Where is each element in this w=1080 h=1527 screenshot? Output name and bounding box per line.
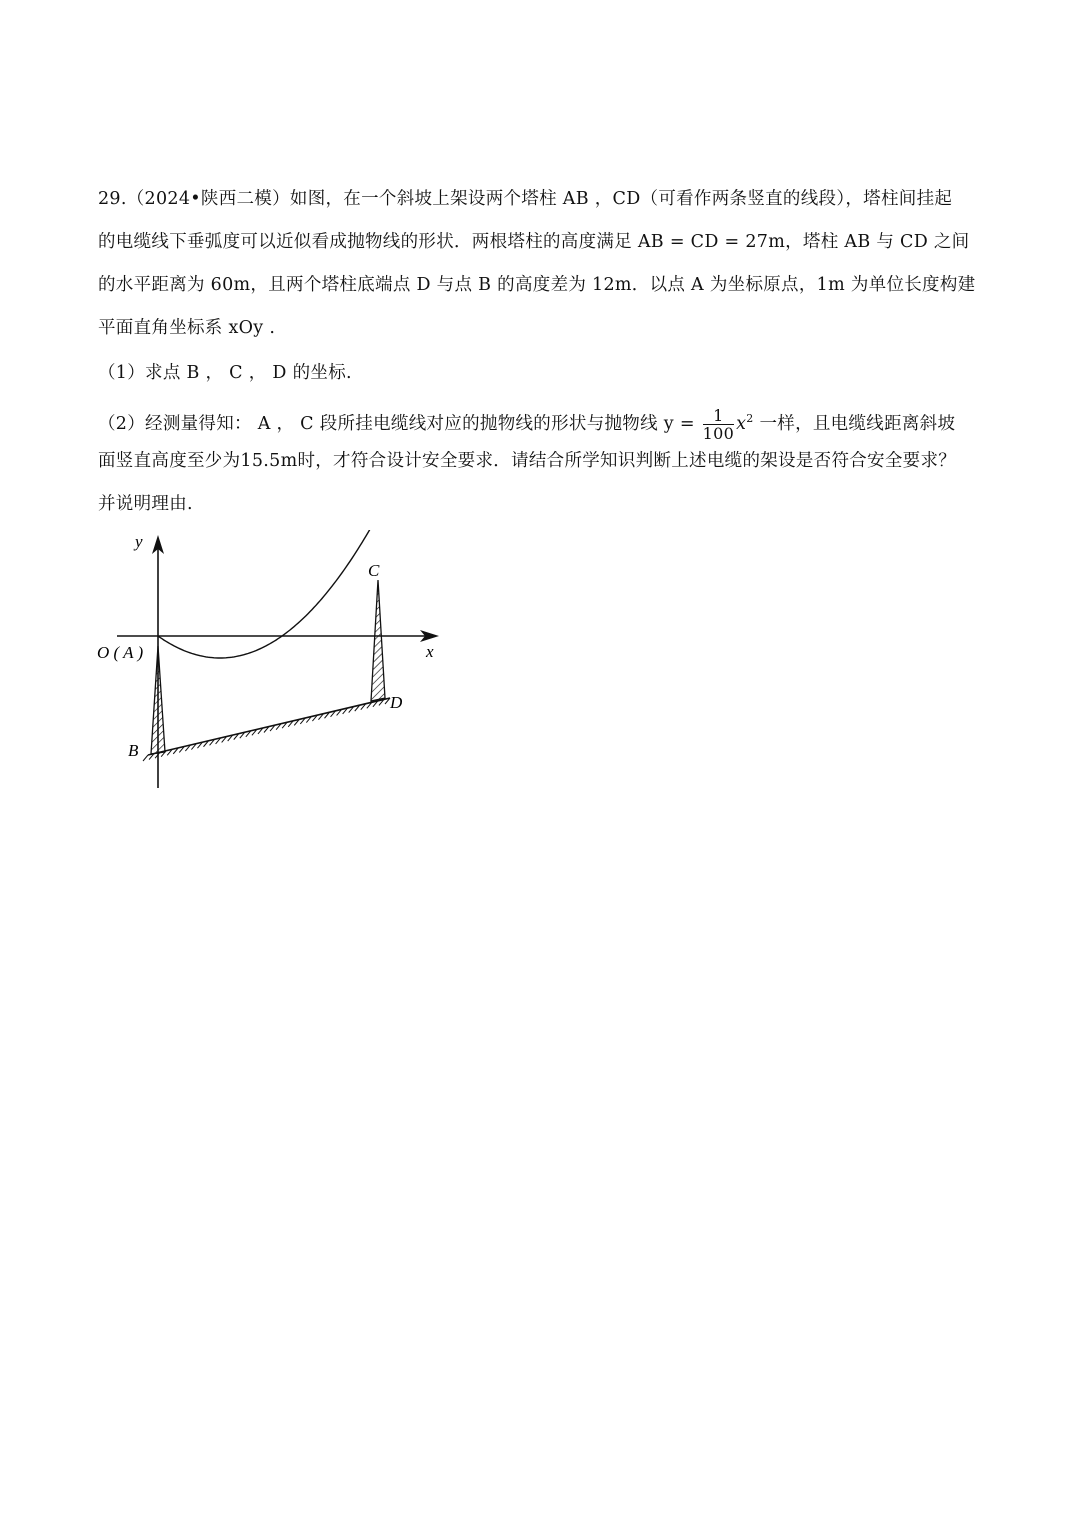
part-2-line-2: 面竖直高度至少为15.5m时，才符合设计安全要求．请结合所学知识判断上述电缆的架设是否符合安全要求？ bbox=[98, 451, 957, 471]
cable-parabola bbox=[158, 530, 378, 658]
intro-line-4: 平面直角坐标系 xOy . bbox=[98, 318, 276, 338]
fraction bbox=[703, 407, 734, 442]
label-d: D bbox=[390, 693, 403, 712]
label-b: B bbox=[128, 741, 139, 760]
label-c: C bbox=[368, 561, 380, 580]
problem-text bbox=[98, 178, 998, 526]
label-y: y bbox=[135, 532, 143, 551]
intro-line-3: 的水平距离为 60m，且两个塔柱底端点 D 与点 B 的高度差为 12m．以点 A 为坐标原点，1m 为单位长度构建 bbox=[98, 275, 976, 295]
diagram-svg bbox=[95, 530, 455, 795]
part-2-text-a: （2）经测量得知： A ， C 段所挂电缆线对应的抛物线的形状与抛物线 y = bbox=[98, 413, 695, 434]
tower-ab bbox=[151, 646, 165, 754]
part-2-line-1 bbox=[98, 397, 998, 443]
part-1: （1）求点 B ， C ， D 的坐标. bbox=[98, 363, 352, 383]
label-origin: O ( A ) bbox=[97, 643, 144, 662]
fraction-numerator: 1 bbox=[703, 407, 734, 425]
slope-hatch-mark bbox=[143, 755, 148, 761]
part-2-line-3: 并说明理由. bbox=[98, 494, 193, 514]
fraction-denominator: 100 bbox=[702, 423, 735, 443]
intro-line-2: 的电缆线下垂弧度可以近似看成抛物线的形状．两根塔柱的高度满足 AB = CD = 27m，塔柱 AB 与 CD 之间 bbox=[98, 232, 970, 252]
label-x: x bbox=[426, 642, 434, 661]
intro-line-1: 29.（2024•陕西二模）如图，在一个斜坡上架设两个塔柱 AB ，CD（可看作两条竖直的线段），塔柱间挂起 bbox=[98, 189, 953, 209]
exponent: 2 bbox=[746, 412, 754, 425]
part-2-text-c: 一样，且电缆线距离斜坡 bbox=[753, 413, 956, 434]
slope-hatch bbox=[143, 698, 390, 761]
figure bbox=[95, 530, 455, 795]
part-2-variable: x bbox=[736, 413, 747, 434]
tower-cd bbox=[371, 580, 385, 701]
